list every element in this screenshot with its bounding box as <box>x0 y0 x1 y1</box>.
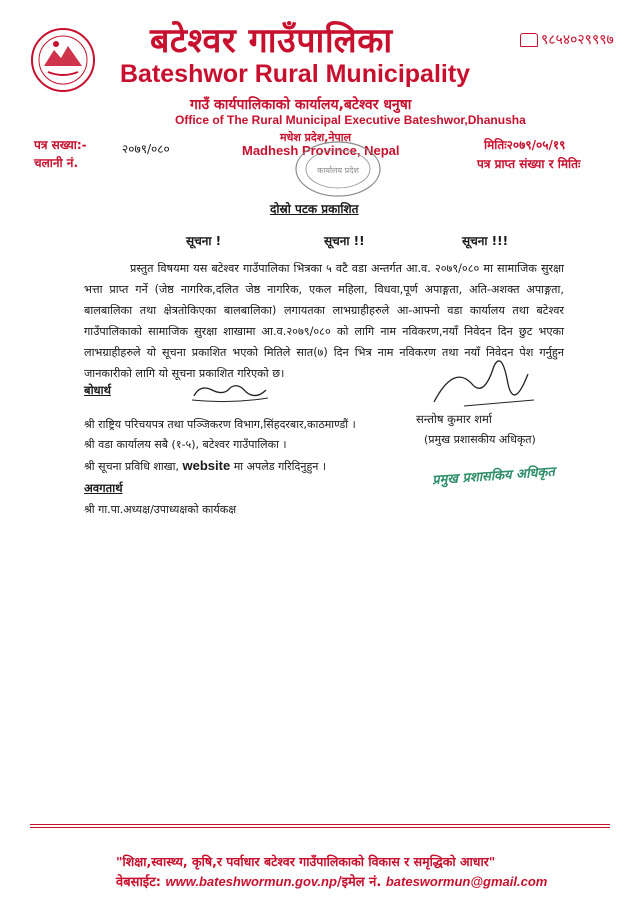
cc-item-text: मा अपलेड गरिदिनुहुन । <box>230 460 327 473</box>
website-link[interactable]: www.bateshwormun.gov.np <box>165 874 337 889</box>
reference-label: पत्र सख्या:- <box>34 138 87 152</box>
cc-list-item: श्री वडा कार्यालय सबै (१-५), बटेश्वर गाउँपालिका । <box>84 438 287 451</box>
signature <box>424 354 544 416</box>
footer-contact <box>116 872 547 890</box>
notice-word-3: सूचना !!! <box>462 234 509 248</box>
footer-motto: "शिक्षा,स्वास्थ्य, कृषि,र पर्वाधार बटेश्वर गाउँपालिकाको विकास र समृद्धिको आधार" <box>116 854 496 869</box>
signatory-name: सन्तोष कुमार शर्मा <box>416 412 492 426</box>
office-stamp <box>292 138 384 200</box>
notice-body: प्रस्तुत विषयमा यस बटेश्वर गाउँपालिका भित्रका ५ वटै वडा अन्तर्गत आ.व. २०७९/०८० मा सामाजिक सुरक्षा भत्ता प्राप्त गर्ने (जेष्ठ नागरिक,दलित जेष्ठ नागरिक, एकल महिला, विधवा,पूर्ण अपाङ्गता, अति-अशक्त अपाङ्गता, बालबालिका तथा क्षेत्रतोकिएका बालबालिका) लगायतका लाभग्राहीहरुले आ-आफ्नो वडा कार्यालय तथा बटेश्वर गाउँपालिकाको सामाजिक सुरक्षा शाखामा आ.व.२०७९/०८० को लागि नाम नविकरण,नयाँ निवेदन दिन छुट भएका लाभग्राहीहरुले यो सूचना प्रकाशित भएको मितिले सात(७) दिन भित्र नाम नविकरण तथा नयाँ निवेदन पेश गर्नुहुन जानकारीको लागि यो सूचना प्रकाशित गरिएको छ। <box>84 262 564 380</box>
cc-item-website: website <box>182 458 231 473</box>
phone-icon <box>520 33 538 47</box>
office-name-english: Office of The Rural Municipal Executive Bateshwor,Dhanusha <box>175 113 526 127</box>
cc-list-item: श्री राष्ट्रिय परिचयपत्र तथा पञ्जिकरण विभाग,सिंहदरबार,काठमाण्डौं । <box>84 418 356 431</box>
footer-divider <box>30 827 610 828</box>
phone-value: ९८५४०२९९९७ <box>541 32 614 48</box>
notice-word-2: सूचना !! <box>324 234 365 248</box>
reference-value: २०७९/०८० <box>122 142 170 156</box>
info-list-item: श्री गा.पा.अध्यक्ष/उपाध्यक्षको कार्यकक्ष <box>84 503 237 516</box>
handwritten-initial <box>190 382 270 404</box>
cc-item-text: श्री सूचना प्रविधि शाखा, <box>84 460 183 473</box>
designation-stamp: प्रमुख प्रशासकिय अधिकृत <box>431 464 556 489</box>
stamp-text: कार्यालय प्रदेश <box>317 166 359 175</box>
province-english: Madhesh Province, Nepal <box>242 143 400 158</box>
province-nepali: मधेश प्रदेश,नेपाल <box>280 131 352 144</box>
received-label: पत्र प्राप्त संख्या र मितिः <box>477 157 581 171</box>
published-heading: दोस्रो पटक प्रकाशित <box>270 202 359 216</box>
office-name-nepali: गाउँ कार्यपालिकाको कार्यालय,बटेश्वर धनुषा <box>190 97 412 113</box>
phone-number <box>520 30 614 49</box>
info-heading: अवगतार्थ <box>84 481 123 495</box>
municipality-seal-logo <box>28 26 98 94</box>
date-label: मितिः२०७९/०५/१९ <box>484 138 566 152</box>
notice-word-1: सूचना ! <box>186 234 222 248</box>
email-link[interactable]: bateswormun@gmail.com <box>385 874 548 889</box>
municipality-name-nepali: बटेश्वर गाउँपालिका <box>150 21 393 61</box>
website-label: वेबसाईट: <box>116 875 161 890</box>
cc-list-item <box>84 458 326 474</box>
dispatch-label: चलानी नं. <box>34 156 79 170</box>
footer-divider <box>30 824 610 825</box>
cc-heading: बोधार्थ <box>84 383 111 397</box>
signatory-title: (प्रमुख प्रशासकीय अधिकृत) <box>424 433 536 446</box>
email-label: /इमेल नं. <box>336 875 382 890</box>
municipality-name-english: Bateshwor Rural Municipality <box>120 60 471 88</box>
